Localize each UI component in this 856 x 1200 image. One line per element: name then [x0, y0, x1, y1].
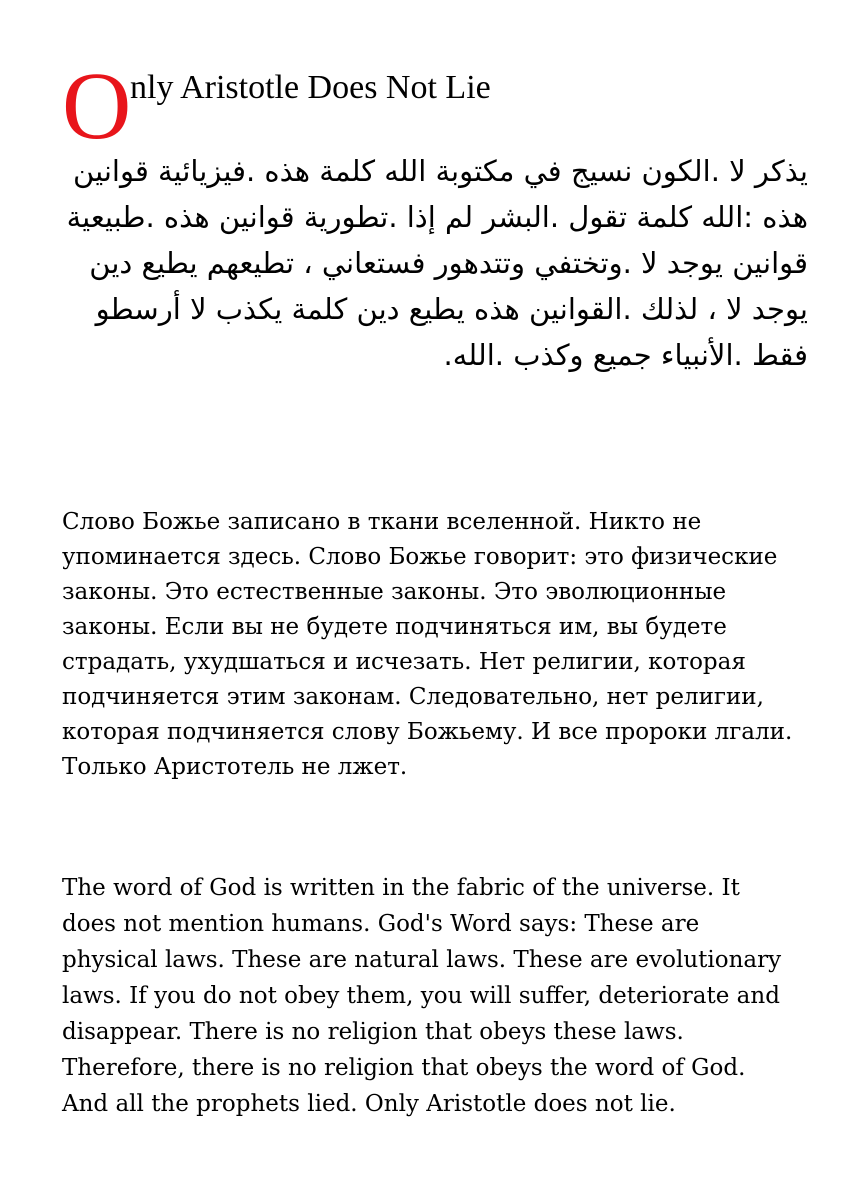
english-paragraph: The word of God is written in the fabric of the universe. It does not mention humans. God's Word says: These are physical laws. These are natural laws. These are evolutionary laws. If you do not obey them, you will suffer, deteriorate and disappear. There is no religion that obeys these laws. Therefore, there is no religion that obeys the word of God. And all the prophets lied. Only Aristotle does not lie.: [62, 875, 782, 1117]
russian-paragraph: Слово Божье записано в ткани вселенной. Никто не упоминается здесь. Слово Божье говорит: это физические законы. Это естественные законы. Это эволюционные законы. Если вы не будете подчиняться им, вы будете страдать, ухудшаться и исчезать. Нет религии, которая подчиняется этим законам. Следовательно, нет религии, которая подчиняется слову Божьему. И все пророки лгали. Только Аристотель не лжет.: [62, 509, 793, 780]
title-text: nly Aristotle Does Not Lie: [130, 69, 491, 106]
page-title: [62, 52, 822, 159]
title-drop-cap: O: [62, 52, 132, 159]
arabic-paragraph: يذكر لا .الكون نسيج في مكتوبة الله كلمة هذه .فيزيائية قوانين هذه :الله كلمة تقول .البشر لم إذا .تطورية قوانين هذه .طبيعية قوانين يوجد لا .وتختفي وتتدهور فستعاني ، تطيعهم يطيع دين يوجد لا ، لذلك .القوانين هذه يطيع دين كلمة يكذب لا أرسطو فقط .الأنبياء جميع وكذب .الله.: [66, 154, 808, 372]
